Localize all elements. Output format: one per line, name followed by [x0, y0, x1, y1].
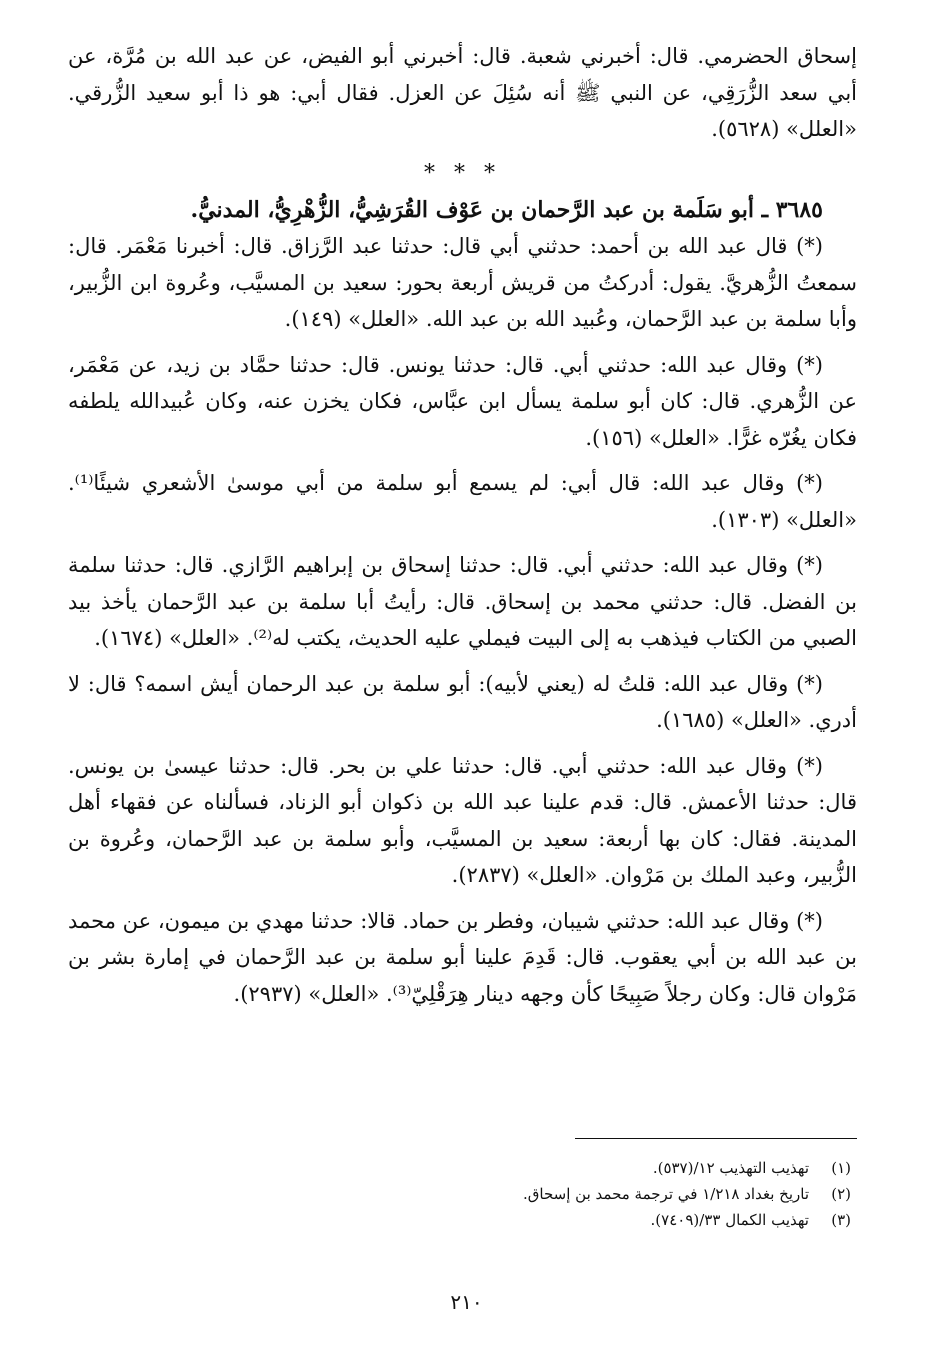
footnote — [300, 1155, 851, 1181]
footnote-text: تهذيب التهذيب ١٢/(٥٣٧). — [652, 1159, 809, 1177]
page-number: ٢١٠ — [450, 1290, 483, 1314]
paragraph: (*) وقال عبد الله: حدثني أبي. قال: حدثنا إسحاق بن إبراهيم الرَّازي. قال: حدثنا سلمة بن الفضل. قال: حدثني محمد بن إسحاق. قال: رأيتُ أبا سلمة بن عبد الرَّحمان يأخذ بيد الصبي من الكتاب فيذهب به إلى البيت فيملي عليه الحديث، يكتب له⁽²⁾. «العلل» (١٦٧٤). — [68, 553, 857, 650]
paragraph: (*) وقال عبد الله: حدثني أبي. قال: حدثنا علي بن بحر. قال: حدثنا عيسىٰ بن يونس. قال: حدثنا الأعمش. قال: قدم علينا عبد الله بن ذكوان أبو الزناد، فسألناه عن فقهاء أهل المدينة. فقال: كان بها أربعة: سعيد بن المسيَّب، وأبو سلمة بن عبد الرَّحمان، وعُروة بن الزُّبير، وعبد الملك بن مَرْوان. «العلل» (٢٨٣٧). — [68, 753, 857, 887]
paragraph: (*) وقال عبد الله: قلتُ له (يعني لأبيه): أبو سلمة بن عبد الرحمان أيش اسمه؟ قال: لا أدري. «العلل» (١٦٨٥). — [68, 671, 857, 732]
footnote-text: تاريخ بغداد ١/٢١٨ في ترجمة محمد بن إسحاق. — [523, 1185, 809, 1203]
opening-paragraph: إسحاق الحضرمي. قال: أخبرني شعبة. قال: أخبرني أبو الفيض، عن عبد الله بن مُرَّة، عن أبي سعد الزُّرَقِي، عن النبي ﷺ أنه سُئِلَ عن العزل. فقال أبي: هو ذا أبو سعيد الزُّرقي. «العلل» (٥٦٢٨). — [68, 44, 857, 141]
footnote-number: (٣) — [831, 1211, 851, 1229]
footnotes — [300, 1155, 851, 1233]
paragraph: (*) وقال عبد الله: حدثني شيبان، وفطر بن حماد. قالا: حدثنا مهدي بن ميمون، عن محمد بن عبد الله بن أبي يعقوب. قال: قَدِمَ علينا أبو سلمة بن عبد الرَّحمان في إمارة بشر بن مَرْوان قال: وكان رجلاً صَبِيحًا كأن وجهه دينار هِرَقْلِيّ⁽³⁾. «العلل» (٢٩٣٧). — [68, 908, 857, 1006]
footnote-text: تهذيب الكمال ٣٣/(٧٤٠٩). — [650, 1211, 809, 1229]
footnote — [300, 1181, 851, 1207]
footnote-number: (٢) — [831, 1185, 851, 1203]
main-text — [68, 38, 857, 1012]
footnote-number: (١) — [831, 1159, 851, 1177]
section-separator: * * * — [424, 160, 501, 186]
paragraph: (*) قال عبد الله بن أحمد: حدثني أبي قال: حدثنا عبد الرَّزاق. قال: أخبرنا مَعْمَر. قال: سمعتُ الزُّهريَّ. يقول: أدركتُ من قريش أربعة بحور: سعيد بن المسيَّب، وعُروة ابن الزُّبير، وأبا سلمة بن عبد الرَّحمان، وعُبيد الله بن عبد الله. «العلل» (١٤٩). — [68, 234, 857, 331]
entry-heading: ٣٦٨٥ ـ أبو سَلَمة بن عبد الرَّحمان بن عَوْف القُرَشِيُّ، الزُّهْرِيُّ، المدنيُّ. — [190, 196, 823, 223]
paragraph: (*) وقال عبد الله: قال أبي: لم يسمع أبو سلمة من أبي موسىٰ الأشعري شيئًا⁽¹⁾. «العلل» (١٣٠٣). — [68, 471, 857, 532]
footnote-divider — [575, 1138, 857, 1139]
paragraph: (*) وقال عبد الله: حدثني أبي. قال: حدثنا يونس. قال: حدثنا حمَّاد بن زيد، عن مَعْمَر، عن الزُّهري. قال: كان أبو سلمة يسأل ابن عبَّاس، فكان يخزن عنه، وكان عُبيدالله يلطفه فكان يغُرّه غرًّا. «العلل» (١٥٦). — [68, 352, 857, 450]
footnote — [300, 1207, 851, 1233]
